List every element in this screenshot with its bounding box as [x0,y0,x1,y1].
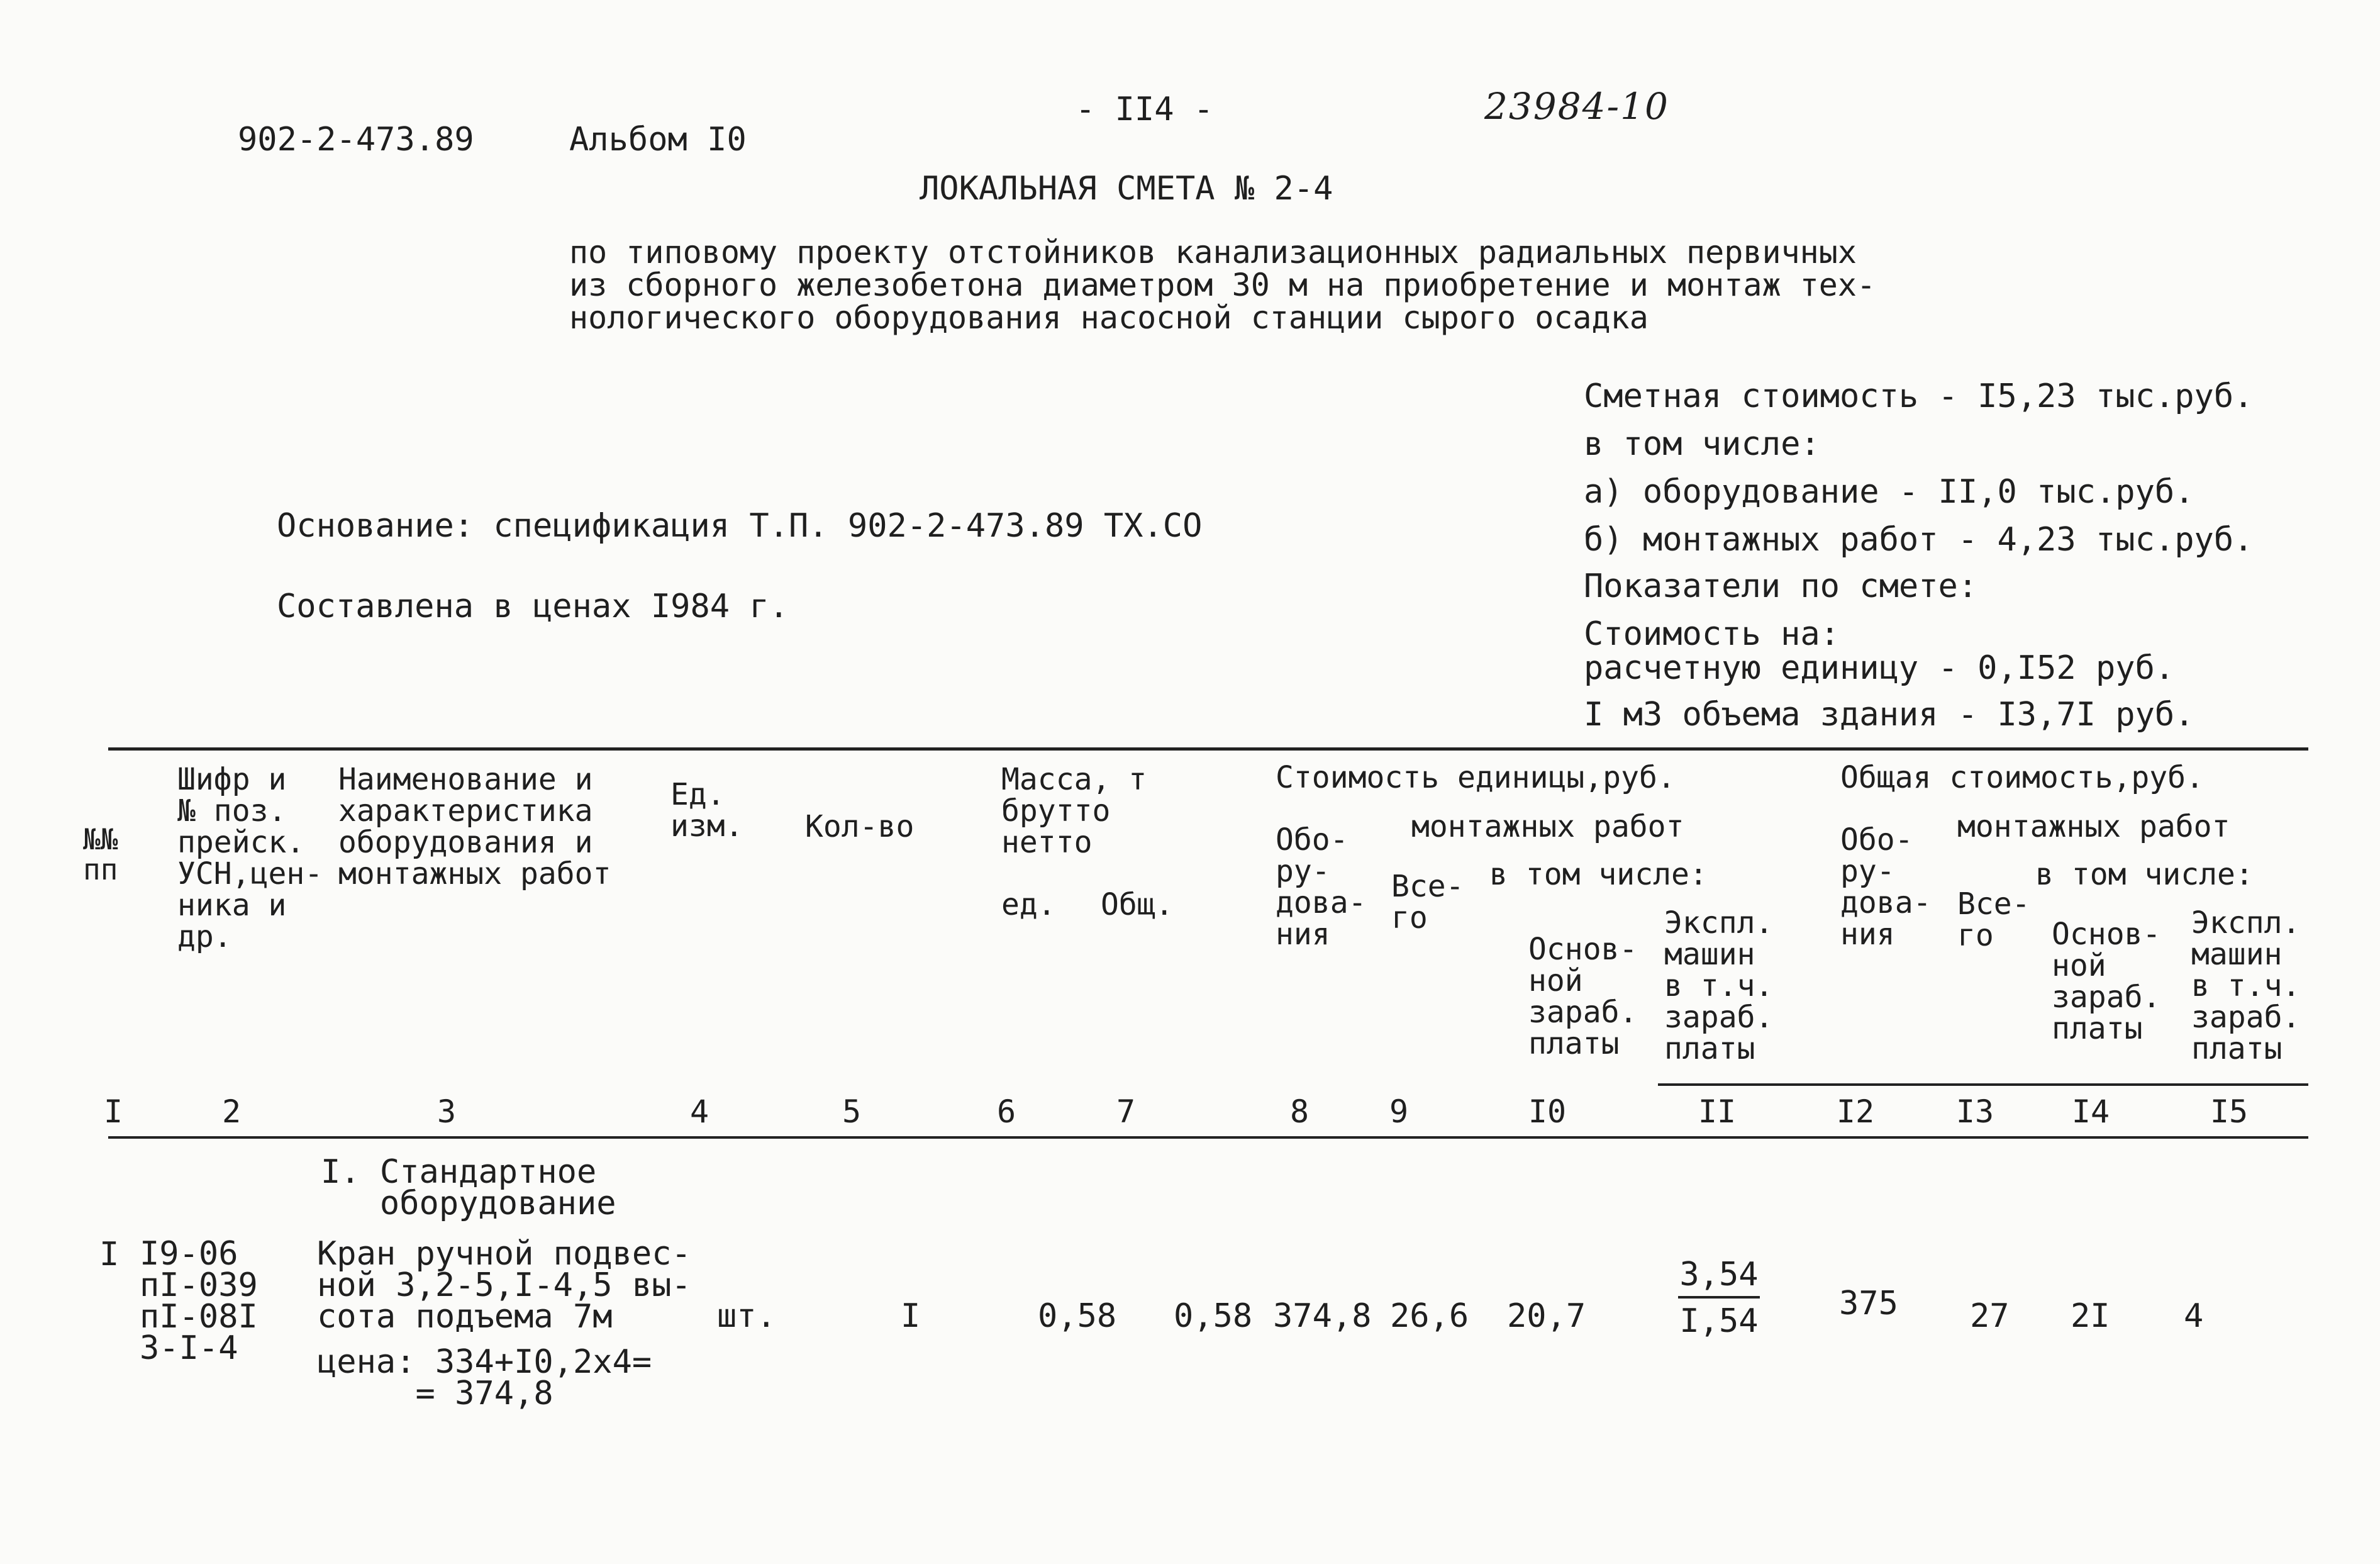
header-col9: Все- го [1391,869,1464,936]
col-number-4: 4 [689,1093,709,1130]
col-number-1: I [103,1093,123,1130]
header-col7: Общ. [1101,887,1174,922]
header-install-group-a: монтажных работ [1411,809,1684,844]
row-equip-unit: 374,8 [1273,1297,1372,1335]
row-unit: шт. [717,1297,776,1335]
row-wage-total: 2I [2071,1297,2110,1335]
row-install-total: 27 [1970,1297,2010,1335]
header-col3: Наименование и характеристика оборудования и монтажных работ [338,762,611,891]
row-name: Кран ручной подвес- ной 3,2-5,I-4,5 вы- сота подъема 7м [317,1235,691,1336]
column-numbers-bottom-rule [108,1136,2308,1139]
header-col2: Шифр и № поз. прейск. УСН,цен- ника и др. [177,762,323,954]
header-col12: Обо- ру- дова- ния [1840,822,1932,952]
summary-per-m3: I м3 объема здания - I3,7I руб. [1584,696,2194,734]
summary-cost-on: Стоимость на: [1584,615,1840,653]
header-col14: Основ- ной зараб. платы [2052,917,2161,1046]
summary-including: в том числе: [1584,425,1820,463]
document-title: ЛОКАЛЬНАЯ СМЕТА № 2-4 [920,170,1333,208]
subtitle-line-2: из сборного железобетона диаметром 30 м на приобретение и монтаж тех- [569,267,1876,303]
header-incl-b: в том числе: [2035,857,2254,892]
header-install-group-b: монтажных работ [1957,809,2230,844]
doc-code: 902-2-473.89 [238,121,474,159]
header-col13: Все- го [1957,886,2030,953]
header-col15: Экспл. машин в т.ч. зараб. платы [2191,905,2301,1066]
row-install-total-unit: 26,6 [1390,1297,1469,1335]
summary-installation: б) монтажных работ - 4,23 тыс.руб. [1584,521,2254,559]
col-number-13: I3 [1955,1093,1994,1130]
header-col1: №№ пп [83,822,118,886]
row-number: I [99,1236,120,1273]
col-number-7: 7 [1116,1093,1136,1130]
basis-prices: Составлена в ценах I984 г. [277,588,789,625]
header-mass-group: Масса, т брутто нетто [1001,762,1147,860]
col-number-12: I2 [1836,1093,1875,1130]
summary-per-unit: расчетную единицу - 0,I52 руб. [1584,649,2175,687]
header-total-cost-group: Общая стоимость,руб. [1840,760,2204,795]
col-number-9: 9 [1389,1093,1409,1130]
summary-total: Сметная стоимость - I5,23 тыс.руб. [1584,377,2254,415]
row-machines-unit: 3,54 [1678,1256,1760,1299]
col-number-2: 2 [221,1093,242,1130]
row-machines-total: 4 [2184,1297,2204,1335]
summary-indicators: Показатели по смете: [1584,567,1978,605]
row-machines-wage-unit: I,54 [1679,1302,1759,1340]
row-code: I9-06 пI-039 пI-08I 3-I-4 [140,1235,258,1367]
basis-foundation: Основание: спецификация Т.П. 902-2-473.89 ТХ.СО [277,507,1203,545]
col-number-3: 3 [437,1093,457,1130]
header-col5: Кол-во [805,809,915,844]
col-number-6: 6 [996,1093,1016,1130]
row-mass-unit: 0,58 [1038,1297,1117,1335]
header-col8: Обо- ру- дова- ния [1276,822,1367,952]
col-number-11: II [1698,1093,1737,1130]
header-col6: ед. [1001,887,1056,922]
page-number: - II4 - [1076,91,1214,128]
table-top-rule [108,747,2308,751]
album-label: Альбом I0 [569,121,747,159]
header-bottom-rule-right [1658,1083,2308,1086]
row-mass-total: 0,58 [1174,1297,1253,1335]
subtitle-line-3: нологического оборудования насосной станции сырого осадка [569,299,1649,336]
header-col11: Экспл. машин в т.ч. зараб. платы [1664,905,1774,1066]
section-title: I. Стандартное оборудование [321,1153,616,1222]
handwritten-number: 23984-10 [1484,85,1669,128]
row-equip-total: 375 [1839,1285,1898,1322]
row-qty: I [901,1297,921,1335]
col-number-10: I0 [1528,1093,1567,1130]
header-col10: Основ- ной зараб. платы [1528,932,1638,1061]
summary-equipment: а) оборудование - II,0 тыс.руб. [1584,473,2194,511]
row-machines-fraction [1678,1256,1760,1340]
header-col4: Ед. изм. [670,777,743,844]
col-number-5: 5 [842,1093,862,1130]
header-incl-a: в том числе: [1489,857,1708,892]
row-wage-unit: 20,7 [1507,1297,1586,1335]
row-price-note: цена: 334+I0,2х4= = 374,8 [317,1343,652,1412]
col-number-8: 8 [1289,1093,1310,1130]
col-number-15: I5 [2210,1093,2249,1130]
subtitle-line-1: по типовому проекту отстойников канализационных радиальных первичных [569,234,1857,271]
header-unit-cost-group: Стоимость единицы,руб. [1276,760,1676,795]
col-number-14: I4 [2071,1093,2110,1130]
